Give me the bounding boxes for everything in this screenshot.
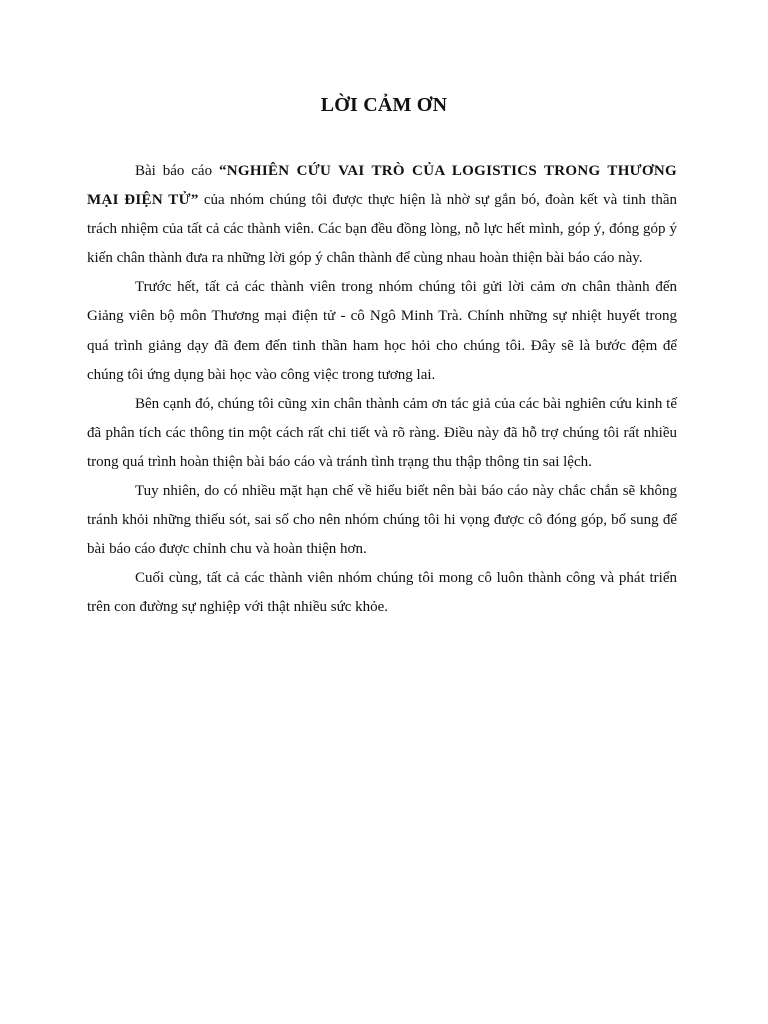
intro-prefix: Bài báo cáo bbox=[135, 163, 219, 179]
paragraph-intro bbox=[87, 157, 677, 273]
paragraph-closing: Cuối cùng, tất cả các thành viên nhóm chúng tôi mong cô luôn thành công và phát triển trên con đường sự nghiệp với thật nhiều sức khỏe. bbox=[87, 570, 677, 616]
report-title: “NGHIÊN CỨU VAI TRÒ CỦA LOGISTICS TRONG THƯƠNG MẠI ĐIỆN TỬ” bbox=[87, 163, 677, 209]
document-body bbox=[87, 157, 677, 623]
intro-suffix: của nhóm chúng tôi được thực hiện là nhờ sự gắn bó, đoàn kết và tinh thần trách nhiệm của tất cả các thành viên. Các bạn đều đồng lòng, nỗ lực hết mình, góp ý, đóng góp ý kiến chân thành đưa ra những lời góp ý chân thành để cùng nhau hoàn thiện bài báo cáo này. bbox=[87, 192, 677, 267]
paragraph-thanks-authors: Bên cạnh đó, chúng tôi cũng xin chân thành cảm ơn tác giả của các bài nghiên cứu kinh tế đã phân tích các thông tin một cách rất chi tiết và rõ ràng. Điều này đã hỗ trợ chúng tôi rất nhiều trong quá trình hoàn thiện bài báo cáo và tránh tình trạng thu thập thông tin sai lệch. bbox=[87, 395, 677, 470]
page-title: LỜI CẢM ƠN bbox=[320, 94, 448, 116]
paragraph-limitations: Tuy nhiên, do có nhiều mặt hạn chế về hiểu biết nên bài báo cáo này chắc chắn sẽ không tránh khỏi những thiếu sót, sai số cho nên nhóm chúng tôi hi vọng được cô đóng góp, bổ sung để bài báo cáo được chỉnh chu và hoàn thiện hơn. bbox=[87, 483, 677, 558]
paragraph-thanks-lecturer: Trước hết, tất cả các thành viên trong nhóm chúng tôi gửi lời cảm ơn chân thành đến Giảng viên bộ môn Thương mại điện tử - cô Ngô Minh Trà. Chính những sự nhiệt huyết trong quá trình giảng dạy đã đem đến tinh thần ham học hỏi cho chúng tôi. Đây sẽ là bước đệm để chúng tôi ứng dụng bài học vào công việc trong tương lai. bbox=[87, 279, 677, 383]
